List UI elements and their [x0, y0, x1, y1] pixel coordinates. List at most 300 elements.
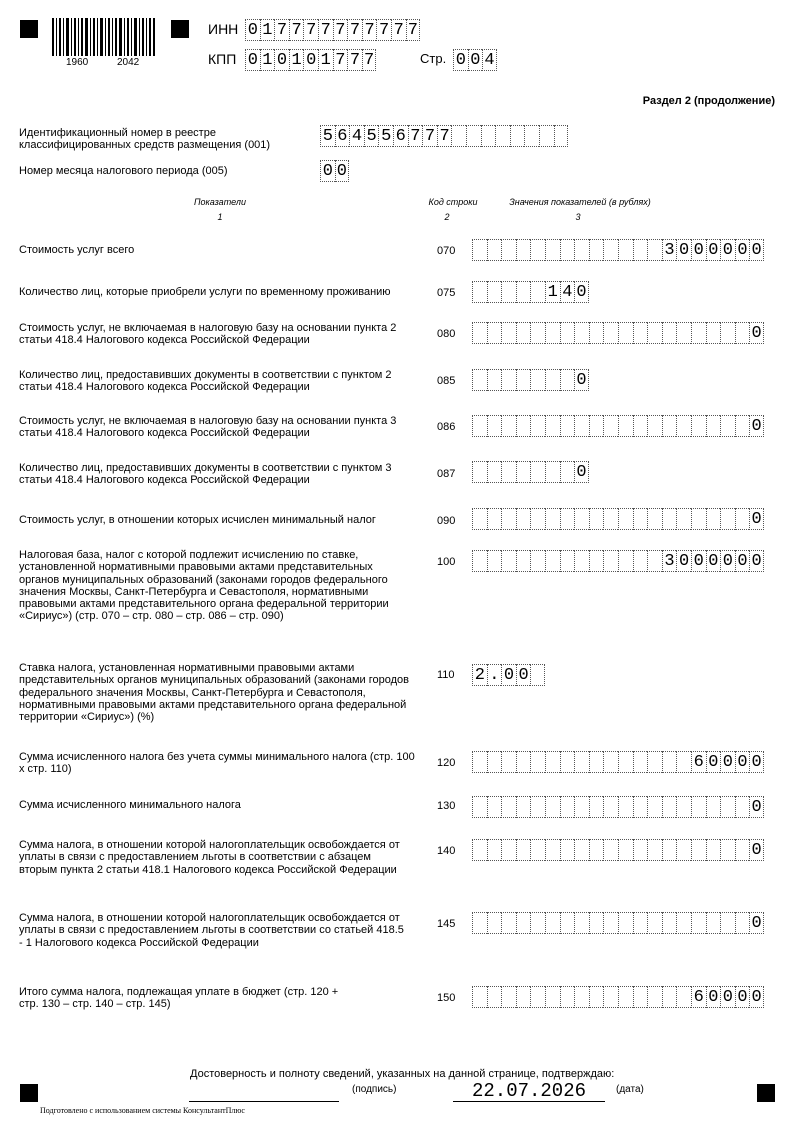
char-cell: 2 [472, 664, 487, 686]
char-cell [472, 508, 487, 530]
char-cell: 7 [437, 125, 452, 147]
char-cell: 0 [720, 550, 735, 572]
char-cell [574, 912, 589, 934]
char-cell: 6 [691, 986, 706, 1008]
char-cell: 7 [362, 49, 377, 71]
char-cell [530, 550, 545, 572]
column-header-code: Код строки [428, 197, 478, 207]
row-145-code: 145 [437, 918, 456, 930]
row-140-code: 140 [437, 845, 456, 857]
barcode-number-left: 1960 [66, 57, 89, 68]
char-cell [647, 986, 662, 1008]
char-cell [501, 986, 516, 1008]
char-cell [603, 550, 618, 572]
row-085-code: 085 [437, 375, 456, 387]
char-cell: 0 [574, 461, 589, 483]
row-130-label: Сумма исчисленного минимального налога [19, 799, 241, 811]
char-cell [676, 796, 691, 818]
char-cell [676, 415, 691, 437]
char-cell [691, 839, 706, 861]
char-cell [691, 508, 706, 530]
char-cell [472, 796, 487, 818]
char-cell [589, 751, 604, 773]
char-cell [530, 751, 545, 773]
char-cell [516, 839, 531, 861]
char-cell [735, 415, 750, 437]
row-075-label: Количество лиц, которые приобрели услуги по временному проживанию [19, 286, 391, 298]
row-120-label: Сумма исчисленного налога без учета суммы минимального налога (стр. 100 х стр. 110) [19, 751, 415, 776]
char-cell: 0 [735, 239, 750, 261]
char-cell [487, 239, 502, 261]
char-cell [560, 986, 575, 1008]
char-cell [487, 550, 502, 572]
column-number-1: 1 [217, 212, 223, 222]
char-cell [487, 912, 502, 934]
char-cell [560, 508, 575, 530]
char-cell [618, 239, 633, 261]
column-header-indicators: Показатели [194, 197, 246, 207]
row-070-value[interactable] [472, 239, 764, 261]
row-130-value[interactable] [472, 796, 764, 818]
char-cell [530, 912, 545, 934]
char-cell [735, 912, 750, 934]
row-086-value[interactable] [472, 415, 764, 437]
row-085-value[interactable] [472, 369, 589, 391]
row-080-value[interactable] [472, 322, 764, 344]
char-cell [574, 986, 589, 1008]
char-cell [545, 322, 560, 344]
char-cell [633, 912, 648, 934]
char-cell [574, 322, 589, 344]
char-cell [676, 751, 691, 773]
char-cell [501, 550, 516, 572]
char-cell [603, 239, 618, 261]
char-cell [545, 550, 560, 572]
char-cell: 7 [274, 19, 289, 41]
char-cell [662, 508, 677, 530]
char-cell [501, 281, 516, 303]
char-cell [633, 239, 648, 261]
char-cell [574, 796, 589, 818]
month-label: Номер месяца налогового периода (005) [19, 165, 228, 177]
char-cell [633, 322, 648, 344]
char-cell: 7 [376, 19, 391, 41]
row-120-code: 120 [437, 757, 456, 769]
char-cell [647, 322, 662, 344]
char-cell [647, 239, 662, 261]
char-cell [603, 751, 618, 773]
char-cell [603, 912, 618, 934]
char-cell [647, 415, 662, 437]
kpp-label: КПП [208, 51, 237, 67]
char-cell [545, 461, 560, 483]
char-cell [647, 912, 662, 934]
char-cell [530, 508, 545, 530]
char-cell [545, 415, 560, 437]
char-cell: 3 [662, 550, 677, 572]
char-cell: 0 [274, 49, 289, 71]
char-cell [487, 461, 502, 483]
corner-marker-bottom-left [20, 1084, 38, 1102]
char-cell [603, 322, 618, 344]
char-cell: 0 [453, 49, 468, 71]
row-140-value[interactable] [472, 839, 764, 861]
char-cell: 0 [676, 239, 691, 261]
char-cell: 7 [362, 19, 377, 41]
row-100-value[interactable] [472, 550, 764, 572]
char-cell [603, 508, 618, 530]
char-cell [589, 239, 604, 261]
char-cell [516, 239, 531, 261]
row-150-value[interactable] [472, 986, 764, 1008]
row-090-code: 090 [437, 515, 456, 527]
date-label: (дата) [616, 1084, 644, 1095]
char-cell [720, 839, 735, 861]
char-cell [501, 796, 516, 818]
char-cell [560, 461, 575, 483]
char-cell: 5 [320, 125, 335, 147]
char-cell [662, 839, 677, 861]
row-090-value[interactable] [472, 508, 764, 530]
char-cell [501, 839, 516, 861]
char-cell [516, 550, 531, 572]
char-cell: 1 [260, 19, 275, 41]
char-cell [647, 796, 662, 818]
char-cell [554, 125, 569, 147]
char-cell: 0 [735, 751, 750, 773]
char-cell: 0 [749, 796, 764, 818]
char-cell: . [487, 664, 502, 686]
char-cell [516, 281, 531, 303]
char-cell: 7 [391, 19, 406, 41]
char-cell: 0 [691, 550, 706, 572]
char-cell: 0 [706, 986, 721, 1008]
char-cell [487, 751, 502, 773]
char-cell: 4 [349, 125, 364, 147]
page-field[interactable] [453, 49, 497, 71]
char-cell [487, 796, 502, 818]
char-cell [560, 839, 575, 861]
char-cell [560, 796, 575, 818]
row-100-code: 100 [437, 556, 456, 568]
row-070-label: Стоимость услуг всего [19, 244, 135, 256]
char-cell [501, 415, 516, 437]
char-cell [589, 796, 604, 818]
char-cell: 4 [482, 49, 497, 71]
char-cell [501, 322, 516, 344]
char-cell: 5 [364, 125, 379, 147]
char-cell [501, 461, 516, 483]
char-cell [487, 369, 502, 391]
char-cell [530, 415, 545, 437]
char-cell [633, 550, 648, 572]
corner-marker-bottom-right [757, 1084, 775, 1102]
row-080-label: Стоимость услуг, не включаемая в налоговую базу на основании пункта 2 статьи 418.4 Налогового кодекса Российской Федерации [19, 322, 397, 347]
char-cell [530, 461, 545, 483]
char-cell [516, 986, 531, 1008]
char-cell: 0 [501, 664, 516, 686]
char-cell: 0 [749, 986, 764, 1008]
char-cell [676, 322, 691, 344]
char-cell [487, 281, 502, 303]
char-cell: 7 [408, 125, 423, 147]
registry-label: Идентификационный номер в реестре классифицированных средств размещения (001) [19, 127, 271, 152]
row-087-label: Количество лиц, предоставивших документы в соответствии с пунктом 3 статьи 418.4 Налогового кодекса Российской Федерации [19, 462, 392, 487]
char-cell [706, 508, 721, 530]
char-cell [574, 415, 589, 437]
registry-field[interactable] [320, 125, 568, 147]
char-cell: 0 [574, 369, 589, 391]
char-cell: 0 [691, 239, 706, 261]
char-cell [472, 550, 487, 572]
char-cell: 0 [735, 986, 750, 1008]
char-cell: 0 [245, 49, 260, 71]
char-cell: 1 [289, 49, 304, 71]
char-cell [618, 550, 633, 572]
char-cell [720, 796, 735, 818]
char-cell [560, 751, 575, 773]
char-cell: 7 [347, 19, 362, 41]
char-cell: 0 [749, 839, 764, 861]
char-cell [472, 912, 487, 934]
char-cell [647, 508, 662, 530]
char-cell: 6 [691, 751, 706, 773]
char-cell [516, 322, 531, 344]
date-field[interactable]: 22.07.2026 [453, 1081, 605, 1102]
char-cell: 7 [303, 19, 318, 41]
char-cell [487, 986, 502, 1008]
char-cell [735, 322, 750, 344]
char-cell: 0 [468, 49, 483, 71]
char-cell [720, 912, 735, 934]
char-cell [589, 912, 604, 934]
char-cell [545, 986, 560, 1008]
char-cell [618, 508, 633, 530]
char-cell [516, 912, 531, 934]
row-130-code: 130 [437, 800, 456, 812]
row-086-label: Стоимость услуг, не включаемая в налоговую базу на основании пункта 3 статьи 418.4 Налогового кодекса Российской Федерации [19, 415, 397, 440]
char-cell: 0 [720, 239, 735, 261]
char-cell [516, 508, 531, 530]
char-cell [633, 839, 648, 861]
char-cell [560, 415, 575, 437]
char-cell [676, 912, 691, 934]
char-cell: 0 [574, 281, 589, 303]
column-header-values: Значения показателей (в рублях) [509, 197, 651, 207]
char-cell: 0 [749, 415, 764, 437]
char-cell: 0 [749, 239, 764, 261]
char-cell [574, 508, 589, 530]
char-cell [466, 125, 481, 147]
char-cell [618, 751, 633, 773]
char-cell: 7 [289, 19, 304, 41]
char-cell [676, 839, 691, 861]
signature-line[interactable] [189, 1100, 339, 1102]
char-cell [472, 281, 487, 303]
char-cell [545, 508, 560, 530]
char-cell [560, 239, 575, 261]
row-080-code: 080 [437, 328, 456, 340]
char-cell [524, 125, 539, 147]
barcode-number-right: 2042 [117, 57, 140, 68]
row-150-label: Итого сумма налога, подлежащая уплате в бюджет (стр. 120 + стр. 130 – стр. 140 – стр. 145) [19, 986, 339, 1011]
column-number-3: 3 [575, 212, 581, 222]
char-cell [545, 796, 560, 818]
char-cell [647, 751, 662, 773]
month-field[interactable] [320, 160, 349, 182]
char-cell [545, 239, 560, 261]
char-cell [691, 322, 706, 344]
char-cell [487, 415, 502, 437]
char-cell: 1 [260, 49, 275, 71]
char-cell [706, 322, 721, 344]
signature-label: (подпись) [352, 1084, 397, 1095]
char-cell [662, 322, 677, 344]
char-cell: 0 [320, 160, 335, 182]
char-cell [539, 125, 554, 147]
char-cell: 7 [406, 19, 421, 41]
char-cell [545, 839, 560, 861]
char-cell [516, 461, 531, 483]
char-cell [516, 369, 531, 391]
prepared-note: Подготовлено с использованием системы КонсультантПлюс [40, 1106, 245, 1115]
row-110-value[interactable] [472, 664, 545, 686]
char-cell: 1 [545, 281, 560, 303]
char-cell [560, 322, 575, 344]
char-cell: 0 [303, 49, 318, 71]
char-cell [530, 796, 545, 818]
char-cell: 0 [335, 160, 350, 182]
char-cell [530, 322, 545, 344]
char-cell: 6 [393, 125, 408, 147]
row-087-code: 087 [437, 468, 456, 480]
char-cell [706, 839, 721, 861]
row-075-code: 075 [437, 287, 456, 299]
char-cell [510, 125, 525, 147]
char-cell: 0 [749, 508, 764, 530]
char-cell [633, 415, 648, 437]
char-cell [545, 751, 560, 773]
char-cell [560, 369, 575, 391]
char-cell [589, 839, 604, 861]
char-cell: 0 [706, 239, 721, 261]
char-cell: 0 [720, 986, 735, 1008]
char-cell: 5 [378, 125, 393, 147]
char-cell [603, 796, 618, 818]
char-cell [735, 796, 750, 818]
char-cell [472, 839, 487, 861]
row-150-code: 150 [437, 992, 456, 1004]
char-cell: 0 [706, 550, 721, 572]
section-title: Раздел 2 (продолжение) [642, 95, 775, 107]
char-cell: 0 [676, 550, 691, 572]
char-cell: 3 [662, 239, 677, 261]
char-cell [516, 415, 531, 437]
char-cell [618, 839, 633, 861]
char-cell [662, 912, 677, 934]
char-cell [589, 322, 604, 344]
char-cell [589, 508, 604, 530]
char-cell [633, 796, 648, 818]
page-label: Стр. [420, 51, 447, 66]
char-cell: 0 [749, 751, 764, 773]
row-087-value[interactable] [472, 461, 589, 483]
char-cell [691, 912, 706, 934]
char-cell [530, 369, 545, 391]
char-cell [676, 986, 691, 1008]
char-cell [720, 508, 735, 530]
char-cell [574, 839, 589, 861]
char-cell [472, 322, 487, 344]
char-cell [662, 415, 677, 437]
row-145-label: Сумма налога, в отношении которой налогоплательщик освобождается от уплаты в связи с предоставлением льготы в соответствии со статьей 418.5 - 1 Налогового кодекса Российской Федерации [19, 912, 404, 949]
char-cell: 7 [333, 49, 348, 71]
row-120-value[interactable] [472, 751, 764, 773]
row-110-code: 110 [437, 669, 455, 681]
char-cell [487, 508, 502, 530]
row-070-code: 070 [437, 245, 456, 257]
char-cell [633, 751, 648, 773]
char-cell [589, 415, 604, 437]
row-100-label: Налоговая база, налог с которой подлежит исчислению по ставке, установленной нормативными правовыми актами представительных органов муниципальных образований (законами городов федерального значения Москвы, Санкт-Петербурга и Севастополя, нормативными правовыми актами представительного органа федеральной территории «Сириус») (стр. 070 – стр. 080 – стр. 086 – стр. 090) [19, 549, 389, 623]
char-cell [501, 508, 516, 530]
char-cell [589, 986, 604, 1008]
barcode-image [52, 18, 156, 56]
char-cell [560, 550, 575, 572]
row-090-label: Стоимость услуг, в отношении которых исчислен минимальный налог [19, 514, 376, 526]
inn-field[interactable] [245, 19, 420, 41]
char-cell [530, 839, 545, 861]
corner-marker-top-right [171, 20, 189, 38]
char-cell [501, 912, 516, 934]
char-cell [720, 322, 735, 344]
char-cell [530, 239, 545, 261]
char-cell [472, 369, 487, 391]
char-cell [472, 986, 487, 1008]
confirmation-text: Достоверность и полноту сведений, указанных на данной странице, подтверждаю: [190, 1068, 615, 1080]
char-cell [706, 912, 721, 934]
char-cell [516, 796, 531, 818]
char-cell [603, 415, 618, 437]
char-cell [516, 751, 531, 773]
char-cell: 7 [347, 49, 362, 71]
char-cell: 7 [422, 125, 437, 147]
char-cell: 0 [749, 912, 764, 934]
column-number-2: 2 [444, 212, 450, 222]
char-cell [662, 986, 677, 1008]
char-cell [545, 369, 560, 391]
kpp-field[interactable] [245, 49, 376, 71]
char-cell [662, 796, 677, 818]
char-cell: 0 [706, 751, 721, 773]
char-cell [501, 751, 516, 773]
char-cell [472, 461, 487, 483]
char-cell: 6 [335, 125, 350, 147]
char-cell [676, 508, 691, 530]
char-cell [618, 796, 633, 818]
char-cell [495, 125, 510, 147]
char-cell [472, 415, 487, 437]
char-cell: 1 [318, 49, 333, 71]
row-086-code: 086 [437, 421, 456, 433]
row-145-value[interactable] [472, 912, 764, 934]
corner-marker-top-left [20, 20, 38, 38]
row-075-value[interactable] [472, 281, 589, 303]
char-cell [472, 751, 487, 773]
char-cell [472, 239, 487, 261]
char-cell [501, 239, 516, 261]
char-cell: 0 [749, 322, 764, 344]
